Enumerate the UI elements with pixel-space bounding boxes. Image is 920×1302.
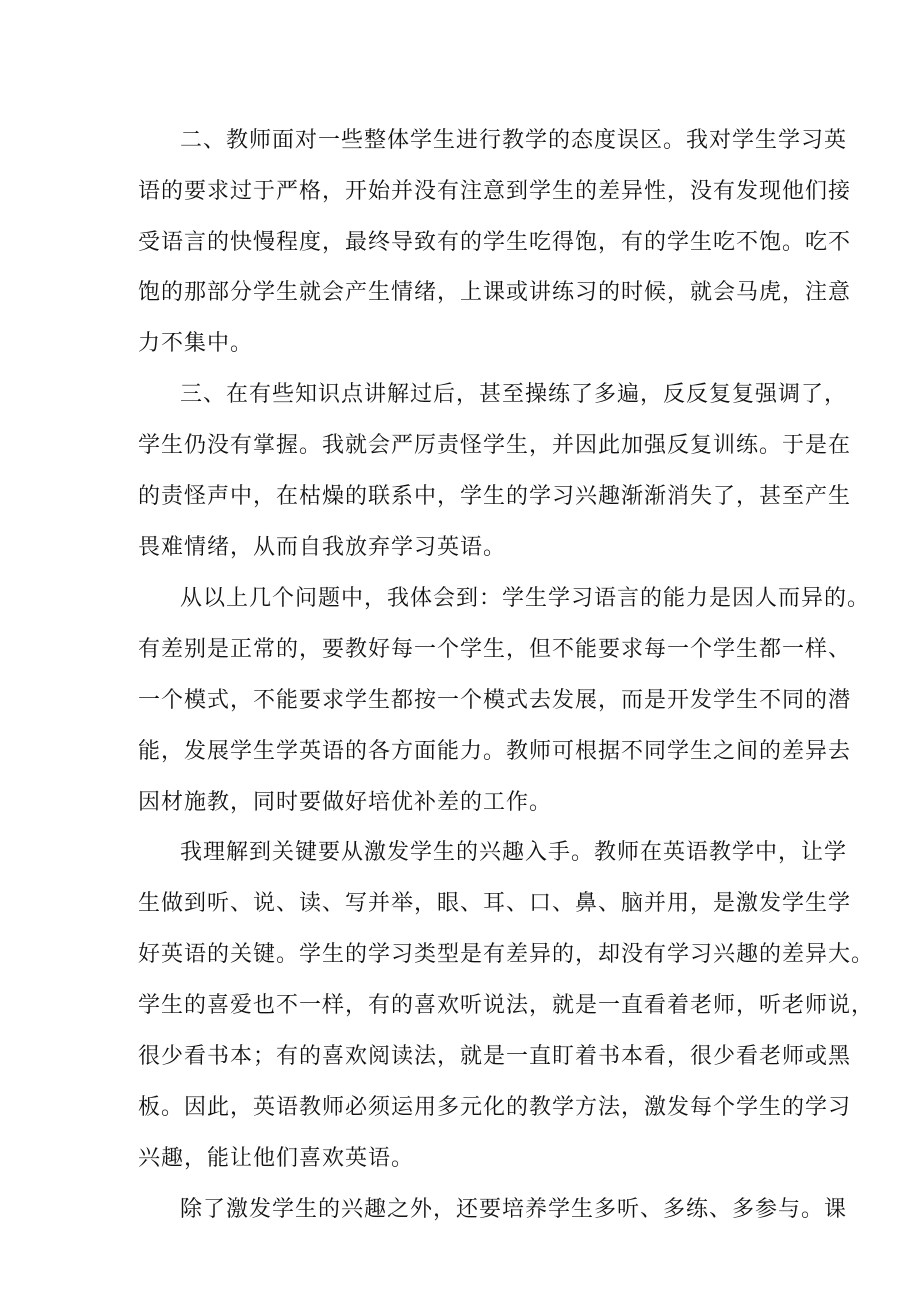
paragraph-4-line-4: 能，发展学生学英语的各方面能力。教师可根据不同学生之间的差异去 [138,739,852,764]
paragraph-2-line-4: 饱的那部分学生就会产生情绪，上课或讲练习的时候，就会马虎，注意 [138,280,852,305]
paragraph-4-line-5: 因材施教，同时要做好培优补差的工作。 [138,790,553,815]
paragraph-5-line-2: 生做到听、说、读、写并举，眼、耳、口、鼻、脑并用，是激发学生学 [138,891,852,916]
paragraph-3-line-4: 畏难情绪，从而自我放弃学习英语。 [138,535,507,560]
paragraph-2-line-3: 受语言的快慢程度，最终导致有的学生吃得饱，有的学生吃不饱。吃不 [138,230,852,255]
paragraph-5-line-3: 好英语的关键。学生的学习类型是有差异的，却没有学习兴趣的差异大。 [138,942,875,967]
paragraph-3-line-3: 的责怪声中，在枯燥的联系中，学生的学习兴趣渐渐消失了，甚至产生 [138,484,852,509]
paragraph-2-line-1: 二、教师面对一些整体学生进行教学的态度误区。我对学生学习英 [180,128,848,153]
paragraph-2-line-5: 力不集中。 [138,331,254,356]
paragraph-5-line-6: 板。因此，英语教师必须运用多元化的教学方法，激发每个学生的学习 [138,1095,852,1120]
paragraph-6-line-1: 除了激发学生的兴趣之外，还要培养学生多听、多练、多参与。课 [180,1197,848,1222]
paragraph-4-line-3: 一个模式，不能要求学生都按一个模式去发展，而是开发学生不同的潜 [138,688,852,713]
paragraph-5-line-7: 兴趣，能让他们喜欢英语。 [138,1146,415,1171]
paragraph-3-line-1: 三、在有些知识点讲解过后，甚至操练了多遍，反反复复强调了， [180,382,848,407]
paragraph-5-line-5: 很少看书本；有的喜欢阅读法，就是一直盯着书本看，很少看老师或黑 [138,1044,852,1069]
paragraph-5-line-4: 学生的喜爱也不一样，有的喜欢听说法，就是一直看着老师，听老师说， [138,993,875,1018]
paragraph-2-line-2: 语的要求过于严格，开始并没有注意到学生的差异性，没有发现他们接 [138,179,852,204]
paragraph-4-line-1: 从以上几个问题中，我体会到：学生学习语言的能力是因人而异的。 [180,586,871,611]
paragraph-4-line-2: 有差别是正常的，要教好每一个学生，但不能要求每一个学生都一样、 [138,637,852,662]
paragraph-5-line-1: 我理解到关键要从激发学生的兴趣入手。教师在英语教学中，让学 [180,840,848,865]
paragraph-3-line-2: 学生仍没有掌握。我就会严厉责怪学生，并因此加强反复训练。于是在 [138,433,852,458]
